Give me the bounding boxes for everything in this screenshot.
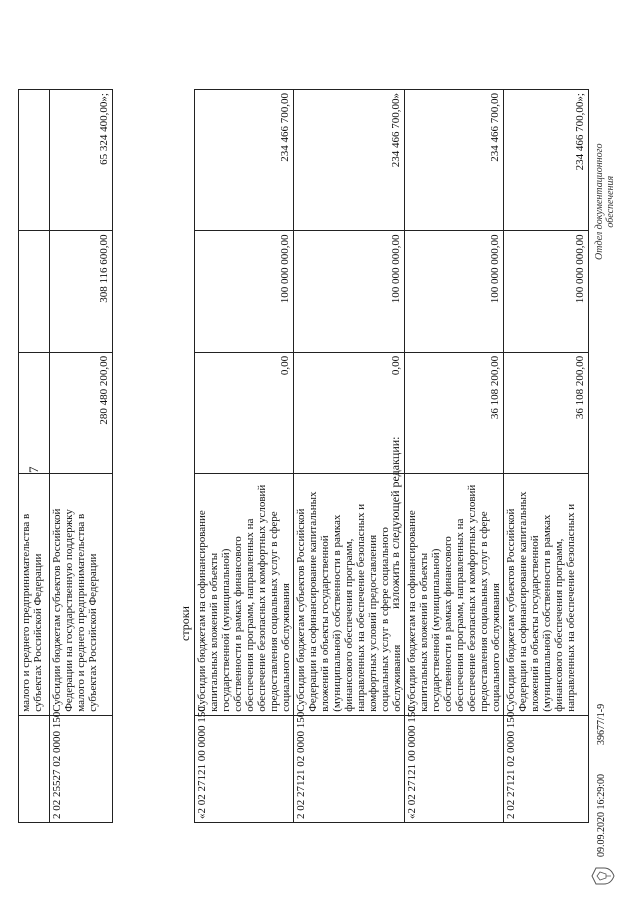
page-number: 7 bbox=[26, 466, 41, 473]
row-code: 2 02 27121 02 0000 150 bbox=[294, 715, 405, 822]
row-value-3: 234 466 700,00 bbox=[405, 90, 504, 231]
table-row bbox=[405, 90, 504, 823]
row-description: Субсидии бюджетам на софинансирование капитальных вложений в объекты государственной (муниципальной) собственности в рамках финансового обеспечения программ, направленных на обеспечение безопасных и комфортных условий предоставления социальных услуг в сфере социального обслуживания bbox=[195, 474, 294, 716]
row-description: Субсидии бюджетам на софинансирование капитальных вложений в объекты государственной (муниципальной) собственности в рамках финансового обеспечения программ, направленных на обеспечение безопасных и комфортных условий предоставления социальных услуг в сфере социального обслуживания bbox=[405, 474, 504, 716]
stamp-line-2: обеспечения bbox=[605, 175, 616, 228]
row-code: «2 02 27121 00 0000 150 bbox=[195, 715, 294, 822]
table-row bbox=[19, 90, 50, 823]
heading-new-edition: изложить в следующей редакции: bbox=[388, 436, 402, 609]
footer-date: 09.09.2020 16:29:00 bbox=[596, 773, 607, 857]
row-value-2 bbox=[19, 231, 50, 352]
row-code: 2 02 25527 02 0000 150 bbox=[50, 715, 113, 822]
footer-doc-number: 39677/1-9 bbox=[596, 703, 607, 745]
stamp-line-1: Отдел документационного bbox=[594, 143, 605, 260]
heading-rows: строки bbox=[178, 606, 192, 641]
coat-of-arms-logo-icon bbox=[590, 865, 616, 887]
row-code bbox=[19, 715, 50, 822]
row-value-1: 280 480 200,00 bbox=[50, 352, 113, 473]
table-row bbox=[504, 90, 589, 823]
row-value-3: 234 466 700,00» bbox=[294, 90, 405, 231]
row-value-2: 100 000 000,00 bbox=[195, 231, 294, 352]
row-description: Субсидии бюджетам субъектов Российской Федерации на государственную поддержку малого и среднего предпринимательства в субъектах Российской Федерации bbox=[50, 474, 113, 716]
row-value-1 bbox=[19, 352, 50, 473]
office-stamp bbox=[594, 143, 616, 260]
row-value-3: 234 466 700,00 bbox=[195, 90, 294, 231]
row-value-3: 65 324 400,00»; bbox=[50, 90, 113, 231]
table-row bbox=[195, 90, 294, 823]
table-row bbox=[50, 90, 113, 823]
row-code: «2 02 27121 00 0000 150 bbox=[405, 715, 504, 822]
row-value-1: 36 108 200,00 bbox=[504, 352, 589, 473]
row-value-3 bbox=[19, 90, 50, 231]
table-social-services-old bbox=[194, 89, 405, 823]
row-description: Субсидии бюджетам субъектов Российской Федерации на софинансирование капитальных вложений в объекты государственной (муниципальной) собственности в рамках финансового обеспечения программ, направленных на обеспечение безопасных и комфортных условий предоставления социальных услуг в сфере социального обслуживания bbox=[294, 474, 405, 716]
table-subsidies-smb bbox=[18, 89, 113, 823]
row-description: Субсидии бюджетам субъектов Российской Федерации на софинансирование капитальных вложений в объекты государственной (муниципальной) собственности в рамках финансового обеспечения программ, направленных на обеспечение безопасных и bbox=[504, 474, 589, 716]
row-code: 2 02 27121 02 0000 150 bbox=[504, 715, 589, 822]
row-value-1: 0,00 bbox=[195, 352, 294, 473]
row-value-3: 234 466 700,00»; bbox=[504, 90, 589, 231]
row-value-2: 100 000 000,00 bbox=[405, 231, 504, 352]
row-value-2: 100 000 000,00 bbox=[504, 231, 589, 352]
row-value-2: 100 000 000,00 bbox=[294, 231, 405, 352]
row-value-1: 36 108 200,00 bbox=[405, 352, 504, 473]
row-value-2: 308 116 600,00 bbox=[50, 231, 113, 352]
row-value-1: 0,00 bbox=[294, 352, 405, 473]
table-social-services-new bbox=[404, 89, 589, 823]
row-description: малого и среднего предпринимательства в субъектах Российской Федерации bbox=[19, 474, 50, 716]
